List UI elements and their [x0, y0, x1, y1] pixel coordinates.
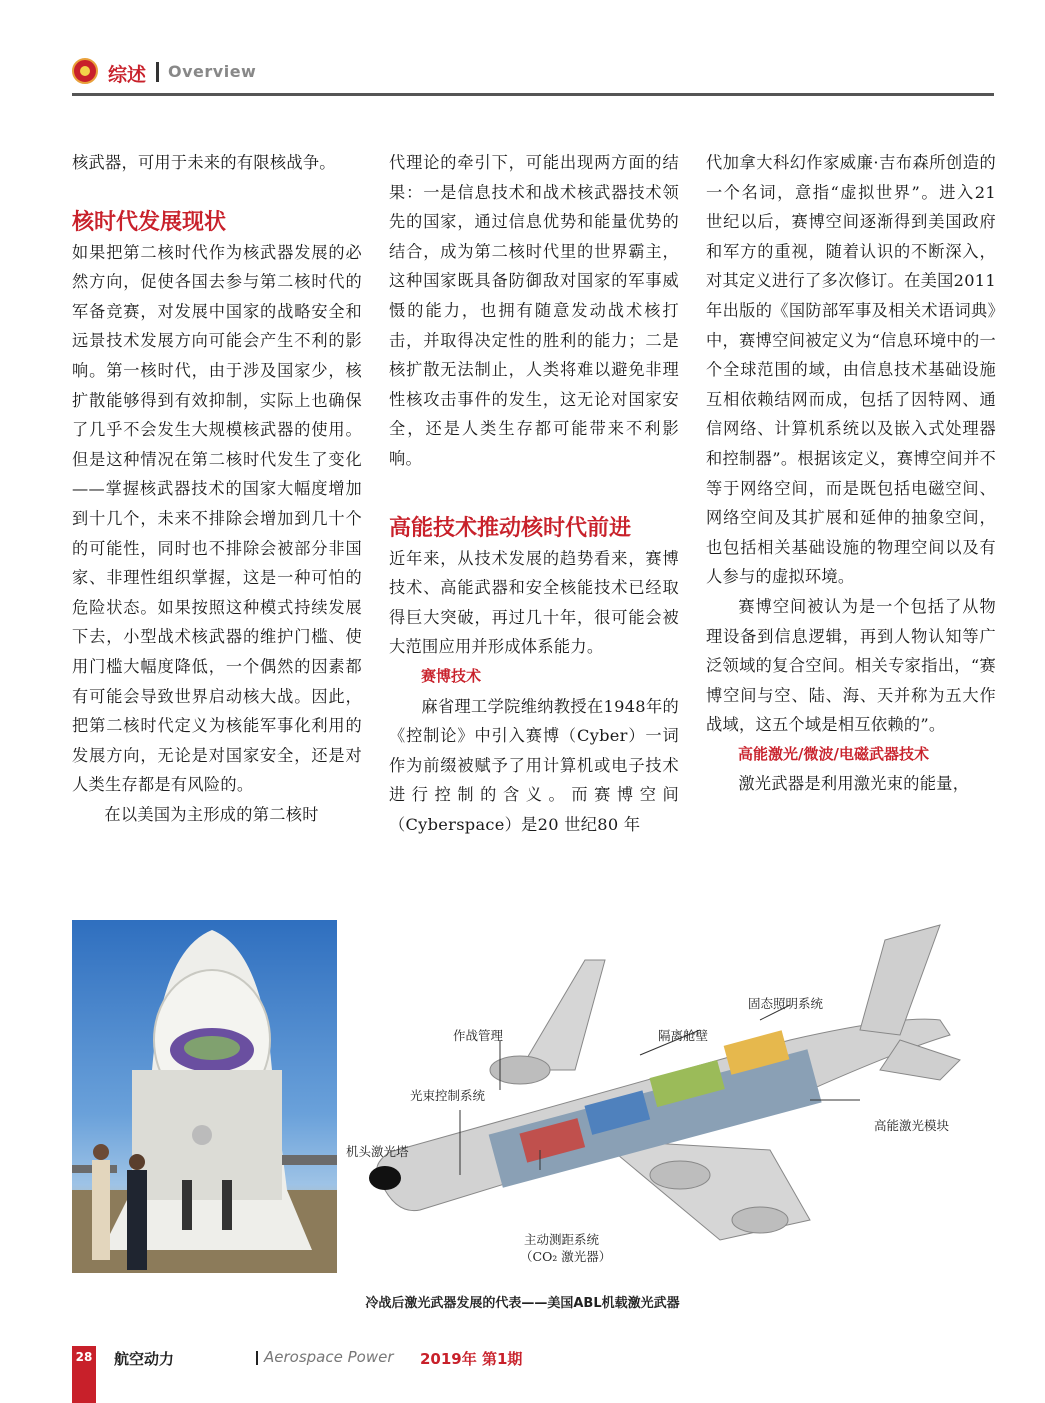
paragraph: 激光武器是利用激光束的能量， — [738, 774, 970, 794]
label-isolation-bulkhead: 隔离舱壁 — [658, 1028, 709, 1043]
footer-divider — [256, 1351, 258, 1365]
magazine-logo-icon — [72, 58, 98, 84]
page-number-tab — [72, 1346, 96, 1403]
subsection-heading: 高能激光/微波/电磁武器技术 — [738, 744, 929, 763]
paragraph: 如果把第二核时代作为核武器发展的必然方向，促使各国去参与第二核时代的军备竞赛，对发展中国家的战略安全和远景技术发展方向可能会产生不利的影响。第一核时代，由于涉及国家少，核扩散能够得到有效抑制，实际上也确保了几乎不会发生大规模核武器的使用。但是这种情况在第二核时代发生了变化——掌握核武器技术的国家大幅度增加到十几个，未来不排除会增加到几十个的可能性，同时也不排除会被部分非国家、非理性组织掌握，这是一种可怕的危险状态。如果按照这种模式持续发展下去，小型战术核武器的维护门槛、使用门槛大幅度降低，一个偶然的因素都有可能会导致世界启动核大战。因此，把第二核时代定义为核能军事化利用的发展方向，无论是对国家安全，还是对人类生存都是有风险的。 — [72, 242, 362, 795]
section-heading: 核时代发展现状 — [72, 209, 227, 235]
text-column-2 — [389, 148, 679, 839]
text-column-1 — [72, 148, 362, 829]
paragraph: 麻省理工学院维纳教授在1948年的《控制论》中引入赛博（Cyber）一词作为前缀被赋予了用计算机或电子技术进行控制的含义。而赛博空间（Cyberspace）是20 世纪80 年 — [389, 696, 679, 834]
label-active-ranging: 主动测距系统 — [524, 1232, 600, 1247]
paragraph: 代加拿大科幻作家威廉·吉布森所创造的一个名词，意指“虚拟世界”。进入21 世纪以后，赛博空间逐渐得到美国政府和军方的重视，随着认识的不断深入，对其定义进行了多次修订。在美国2011 年出版的《国防部军事及相关术语词典》中，赛博空间被定义为“信息环境中的一个全球范围的域，由信息技术基础设施互相依赖结网而成，包括了因特网、通信网络、计算机系统以及嵌入式处理器和控制器”。根据该定义，赛博空间并不等于网络空间，而是既包括电磁空间、网络空间及其扩展和延伸的抽象空间，也包括相关基础设施的物理空间以及有人参与的虚拟环境。 — [706, 153, 996, 587]
figure-caption: 冷战后激光武器发展的代表——美国ABL机载激光武器 — [365, 1296, 680, 1311]
magazine-name-en: Aerospace Power — [264, 1348, 394, 1366]
label-co2-laser: （CO₂ 激光器） — [520, 1249, 612, 1264]
page-footer — [72, 1346, 994, 1403]
subsection-heading: 赛博技术 — [421, 666, 482, 685]
section-title-en: Overview — [168, 62, 257, 81]
label-solid-lighting: 固态照明系统 — [748, 996, 824, 1011]
abl-cutaway-diagram — [340, 920, 994, 1280]
page-number: 28 — [75, 1350, 93, 1364]
paragraph: 在以美国为主形成的第二核时 — [104, 804, 319, 824]
section-title-cn: 综述 — [108, 64, 147, 86]
magazine-name-cn: 航空动力 — [114, 1350, 175, 1368]
label-beam-control: 光束控制系统 — [410, 1088, 486, 1103]
section-divider — [156, 62, 159, 82]
section-heading: 高能技术推动核时代前进 — [389, 515, 632, 541]
aircraft-nose-illustration — [72, 920, 337, 1273]
paragraph: 近年来，从技术发展的趋势看来，赛博技术、高能武器和安全核能技术已经取得巨大突破，再过几十年，很可能会被大范围应用并形成体系能力。 — [389, 548, 679, 657]
page-header — [72, 56, 994, 96]
paragraph: 代理论的牵引下，可能出现两方面的结果：一是信息技术和战术核武器技术领先的国家，通过信息优势和能量优势的结合，成为第二核时代里的世界霸主，这种国家既具备防御敌对国家的军事威慑的能力，也拥有随意发动战术核打击，并取得决定性的胜利的能力；二是核扩散无法制止，人类将难以避免非理性核攻击事件的发生，这无论对国家安全，还是人类生存都可能带来不利影响。 — [389, 153, 679, 468]
aircraft-nose-photo — [72, 920, 337, 1273]
label-nose-turret: 机头激光塔 — [346, 1144, 409, 1159]
paragraph: 核武器，可用于未来的有限核战争。 — [72, 153, 336, 172]
text-column-3 — [706, 148, 996, 799]
label-laser-module: 高能激光模块 — [874, 1118, 950, 1133]
header-rule — [72, 93, 994, 96]
label-battle-management: 作战管理 — [453, 1028, 504, 1043]
issue-label: 2019年 第1期 — [420, 1350, 523, 1368]
paragraph: 赛博空间被认为是一个包括了从物理设备到信息逻辑，再到人物认知等广泛领域的复合空间。相关专家指出，“赛博空间与空、陆、海、天并称为五大作战域，这五个域是相互依赖的”。 — [706, 596, 996, 735]
